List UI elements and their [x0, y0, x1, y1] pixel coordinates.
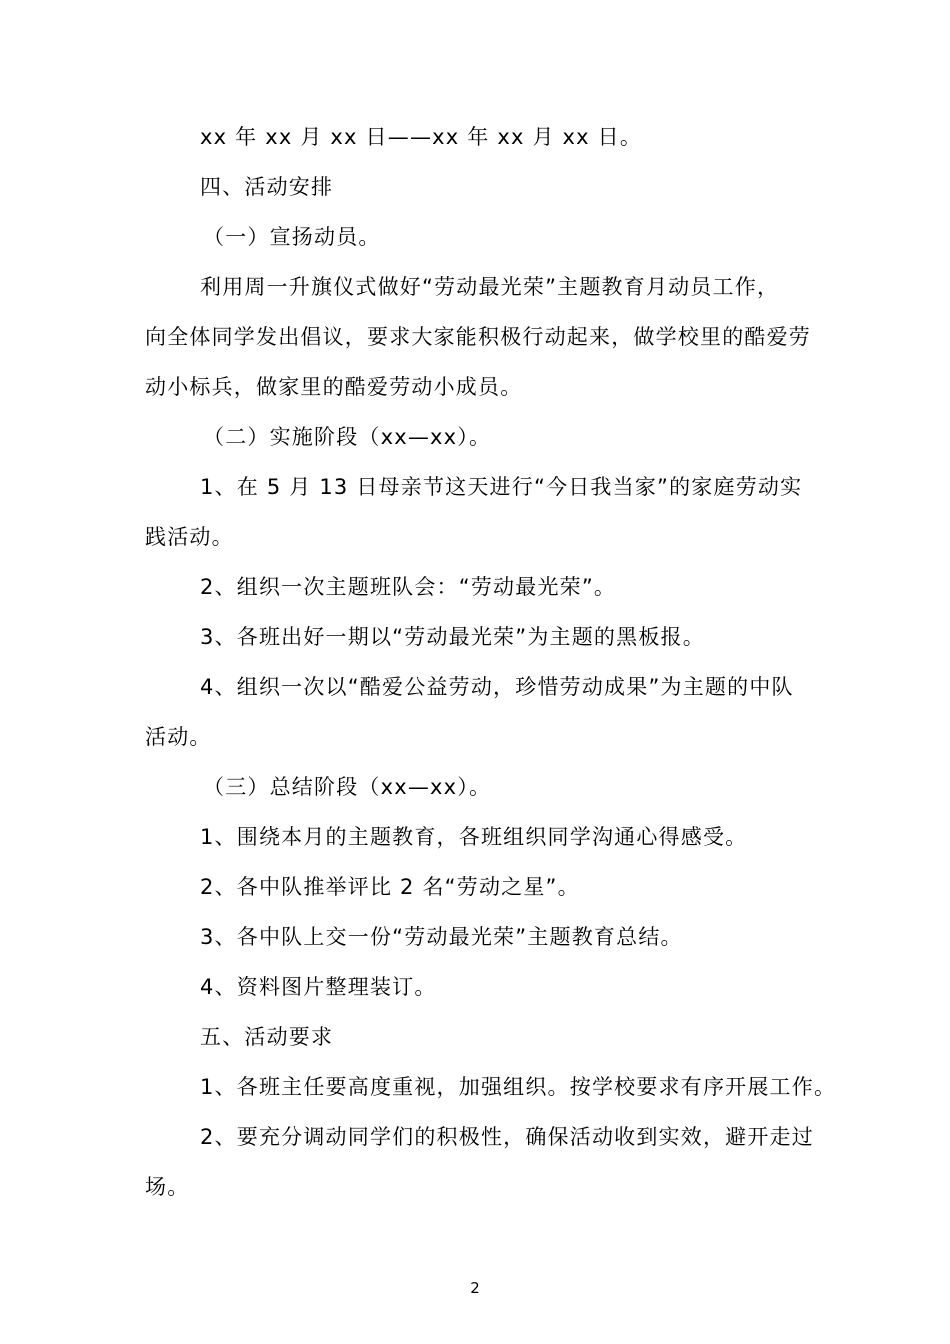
list-item: 2、各中队推举评比 2 名“劳动之星”。 [200, 875, 580, 899]
paragraph-line: 向全体同学发出倡议，要求大家能积极行动起来，做学校里的酷爱劳 [145, 325, 811, 349]
subsection-heading-mobilization: （一）宣扬动员。 [203, 225, 381, 249]
date-range-line: xx 年 xx 月 xx 日——xx 年 xx 月 xx 日。 [200, 125, 643, 149]
list-item: 3、各中队上交一份“劳动最光荣”主题教育总结。 [200, 925, 683, 949]
subsection-heading-summary: （三）总结阶段（xx—xx）。 [203, 775, 492, 799]
list-item: 1、在 5 月 13 日母亲节这天进行“今日我当家”的家庭劳动实 [200, 475, 803, 499]
list-item: 2、组织一次主题班队会：“劳动最光荣”。 [200, 575, 617, 599]
paragraph-line: 动小标兵，做家里的酷爱劳动小成员。 [145, 375, 523, 399]
list-item-continuation: 践活动。 [145, 525, 234, 549]
list-item-continuation: 场。 [145, 1175, 190, 1199]
list-item: 1、各班主任要高度重视，加强组织。按学校要求有序开展工作。 [200, 1075, 837, 1099]
section-heading-requirements: 五、活动要求 [200, 1025, 334, 1049]
list-item-continuation: 活动。 [145, 725, 212, 749]
list-item: 4、资料图片整理装订。 [200, 975, 437, 999]
list-item: 2、要充分调动同学们的积极性，确保活动收到实效，避开走过 [200, 1125, 814, 1149]
subsection-heading-implementation: （二）实施阶段（xx—xx）。 [203, 425, 492, 449]
page-number: 2 [470, 1279, 480, 1297]
paragraph-line: 利用周一升旗仪式做好“劳动最光荣”主题教育月动员工作， [200, 275, 780, 299]
list-item: 1、围绕本月的主题教育，各班组织同学沟通心得感受。 [200, 825, 748, 849]
list-item: 4、组织一次以“酷爱公益劳动，珍惜劳动成果”为主题的中队 [200, 675, 794, 699]
section-heading-arrangement: 四、活动安排 [200, 175, 334, 199]
list-item: 3、各班出好一期以“劳动最光荣”为主题的黑板报。 [200, 625, 705, 649]
